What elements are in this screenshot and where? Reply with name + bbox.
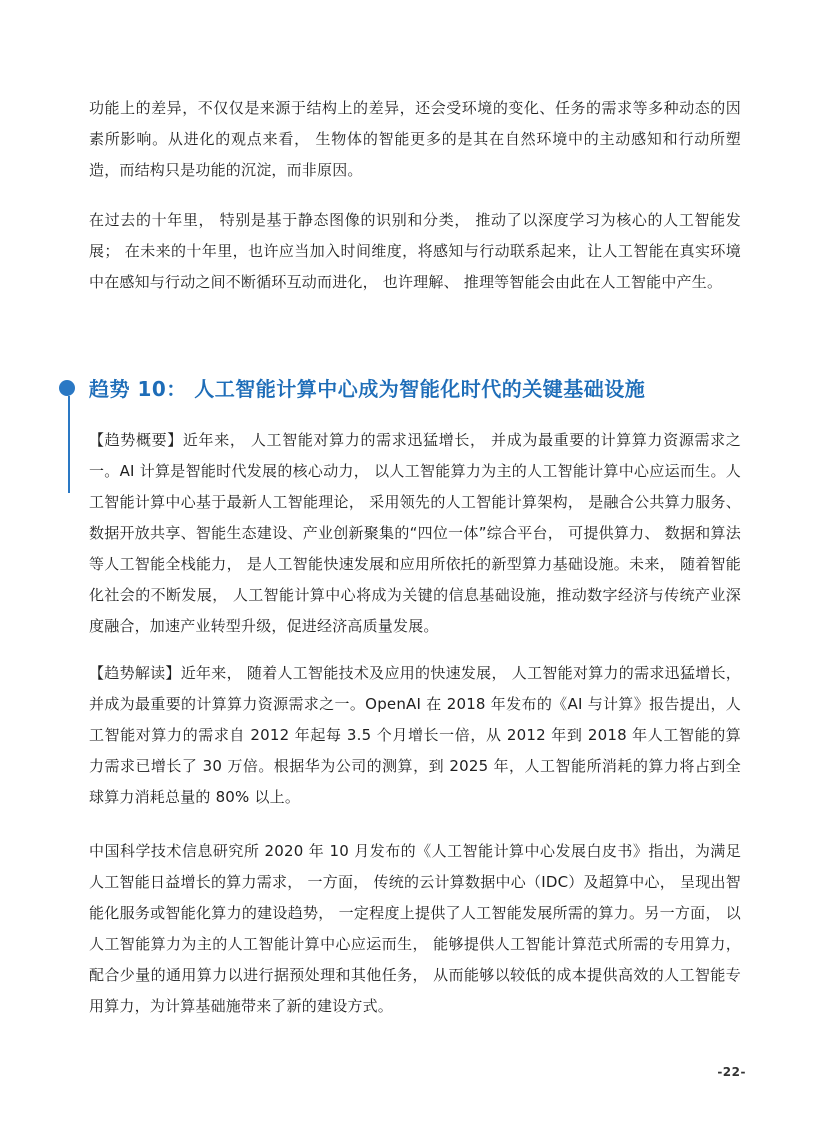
section-accent-line xyxy=(68,396,70,493)
body-paragraph: 中国科学技术信息研究所 2020 年 10 月发布的《人工智能计算中心发展白皮书》指出，为满足人工智能日益增长的算力需求， 一方面， 传统的云计算数据中心（IDC）及超算中心， 呈现出智能化服务或智能化算力的建设趋势， 一定程度上提供了人工智能发展所需的算力。另一方面， 以人工智能算力为主的人工智能计算中心应运而生， 能够提供人工智能计算范式所需的专用算力， 配合少量的通用算力以进行据预处理和其他任务， 从而能够以较低的成本提供高效的人工智能专用算力，为计算基础施带来了新的建设方式。 xyxy=(89,842,741,1015)
section-title: 趋势 10： 人工智能计算中心成为智能化时代的关键基础设施 xyxy=(89,377,646,401)
bullet-dot-icon xyxy=(59,380,75,396)
body-paragraph: 在过去的十年里， 特别是基于静态图像的识别和分类， 推动了以深度学习为核心的人工智能发展； 在未来的十年里，也许应当加入时间维度，将感知与行动联系起来，让人工智能在真实环境中在感知与行动之间不断循环互动而进化， 也许理解、 推理等智能会由此在人工智能中产生。 xyxy=(89,211,741,291)
body-paragraph: 功能上的差异，不仅仅是来源于结构上的差异，还会受环境的变化、任务的需求等多种动态的因素所影响。从进化的观点来看， 生物体的智能更多的是其在自然环境中的主动感知和行动所塑造，而结构只是功能的沉淀，而非原因。 xyxy=(89,99,741,179)
page-number: -22- xyxy=(717,1065,746,1079)
section-heading xyxy=(58,372,758,408)
trend-interpretation-paragraph: 【趋势解读】近年来， 随着人工智能技术及应用的快速发展， 人工智能对算力的需求迅猛增长， 并成为最重要的计算算力资源需求之一。OpenAI 在 2018 年发布的《AI 与计算》报告提出，人工智能对算力的需求自 2012 年起每 3.5 个月增长一倍，从 2012 年到 2018 年人工智能的算力需求已增长了 30 万倍。根据华为公司的测算，到 2025 年，人工智能所消耗的算力将占到全球算力消耗总量的 80% 以上。 xyxy=(89,664,741,806)
trend-summary-paragraph: 【趋势概要】近年来， 人工智能对算力的需求迅猛增长， 并成为最重要的计算算力资源需求之一。AI 计算是智能时代发展的核心动力， 以人工智能算力为主的人工智能计算中心应运而生。人工智能计算中心基于最新人工智能理论， 采用领先的人工智能计算架构， 是融合公共算力服务、数据开放共享、智能生态建设、产业创新聚集的“四位一体”综合平台， 可提供算力、 数据和算法等人工智能全栈能力， 是人工智能快速发展和应用所依托的新型算力基础设施。未来， 随着智能化社会的不断发展， 人工智能计算中心将成为关键的信息基础设施，推动数字经济与传统产业深度融合，加速产业转型升级，促进经济高质量发展。 xyxy=(89,431,741,635)
